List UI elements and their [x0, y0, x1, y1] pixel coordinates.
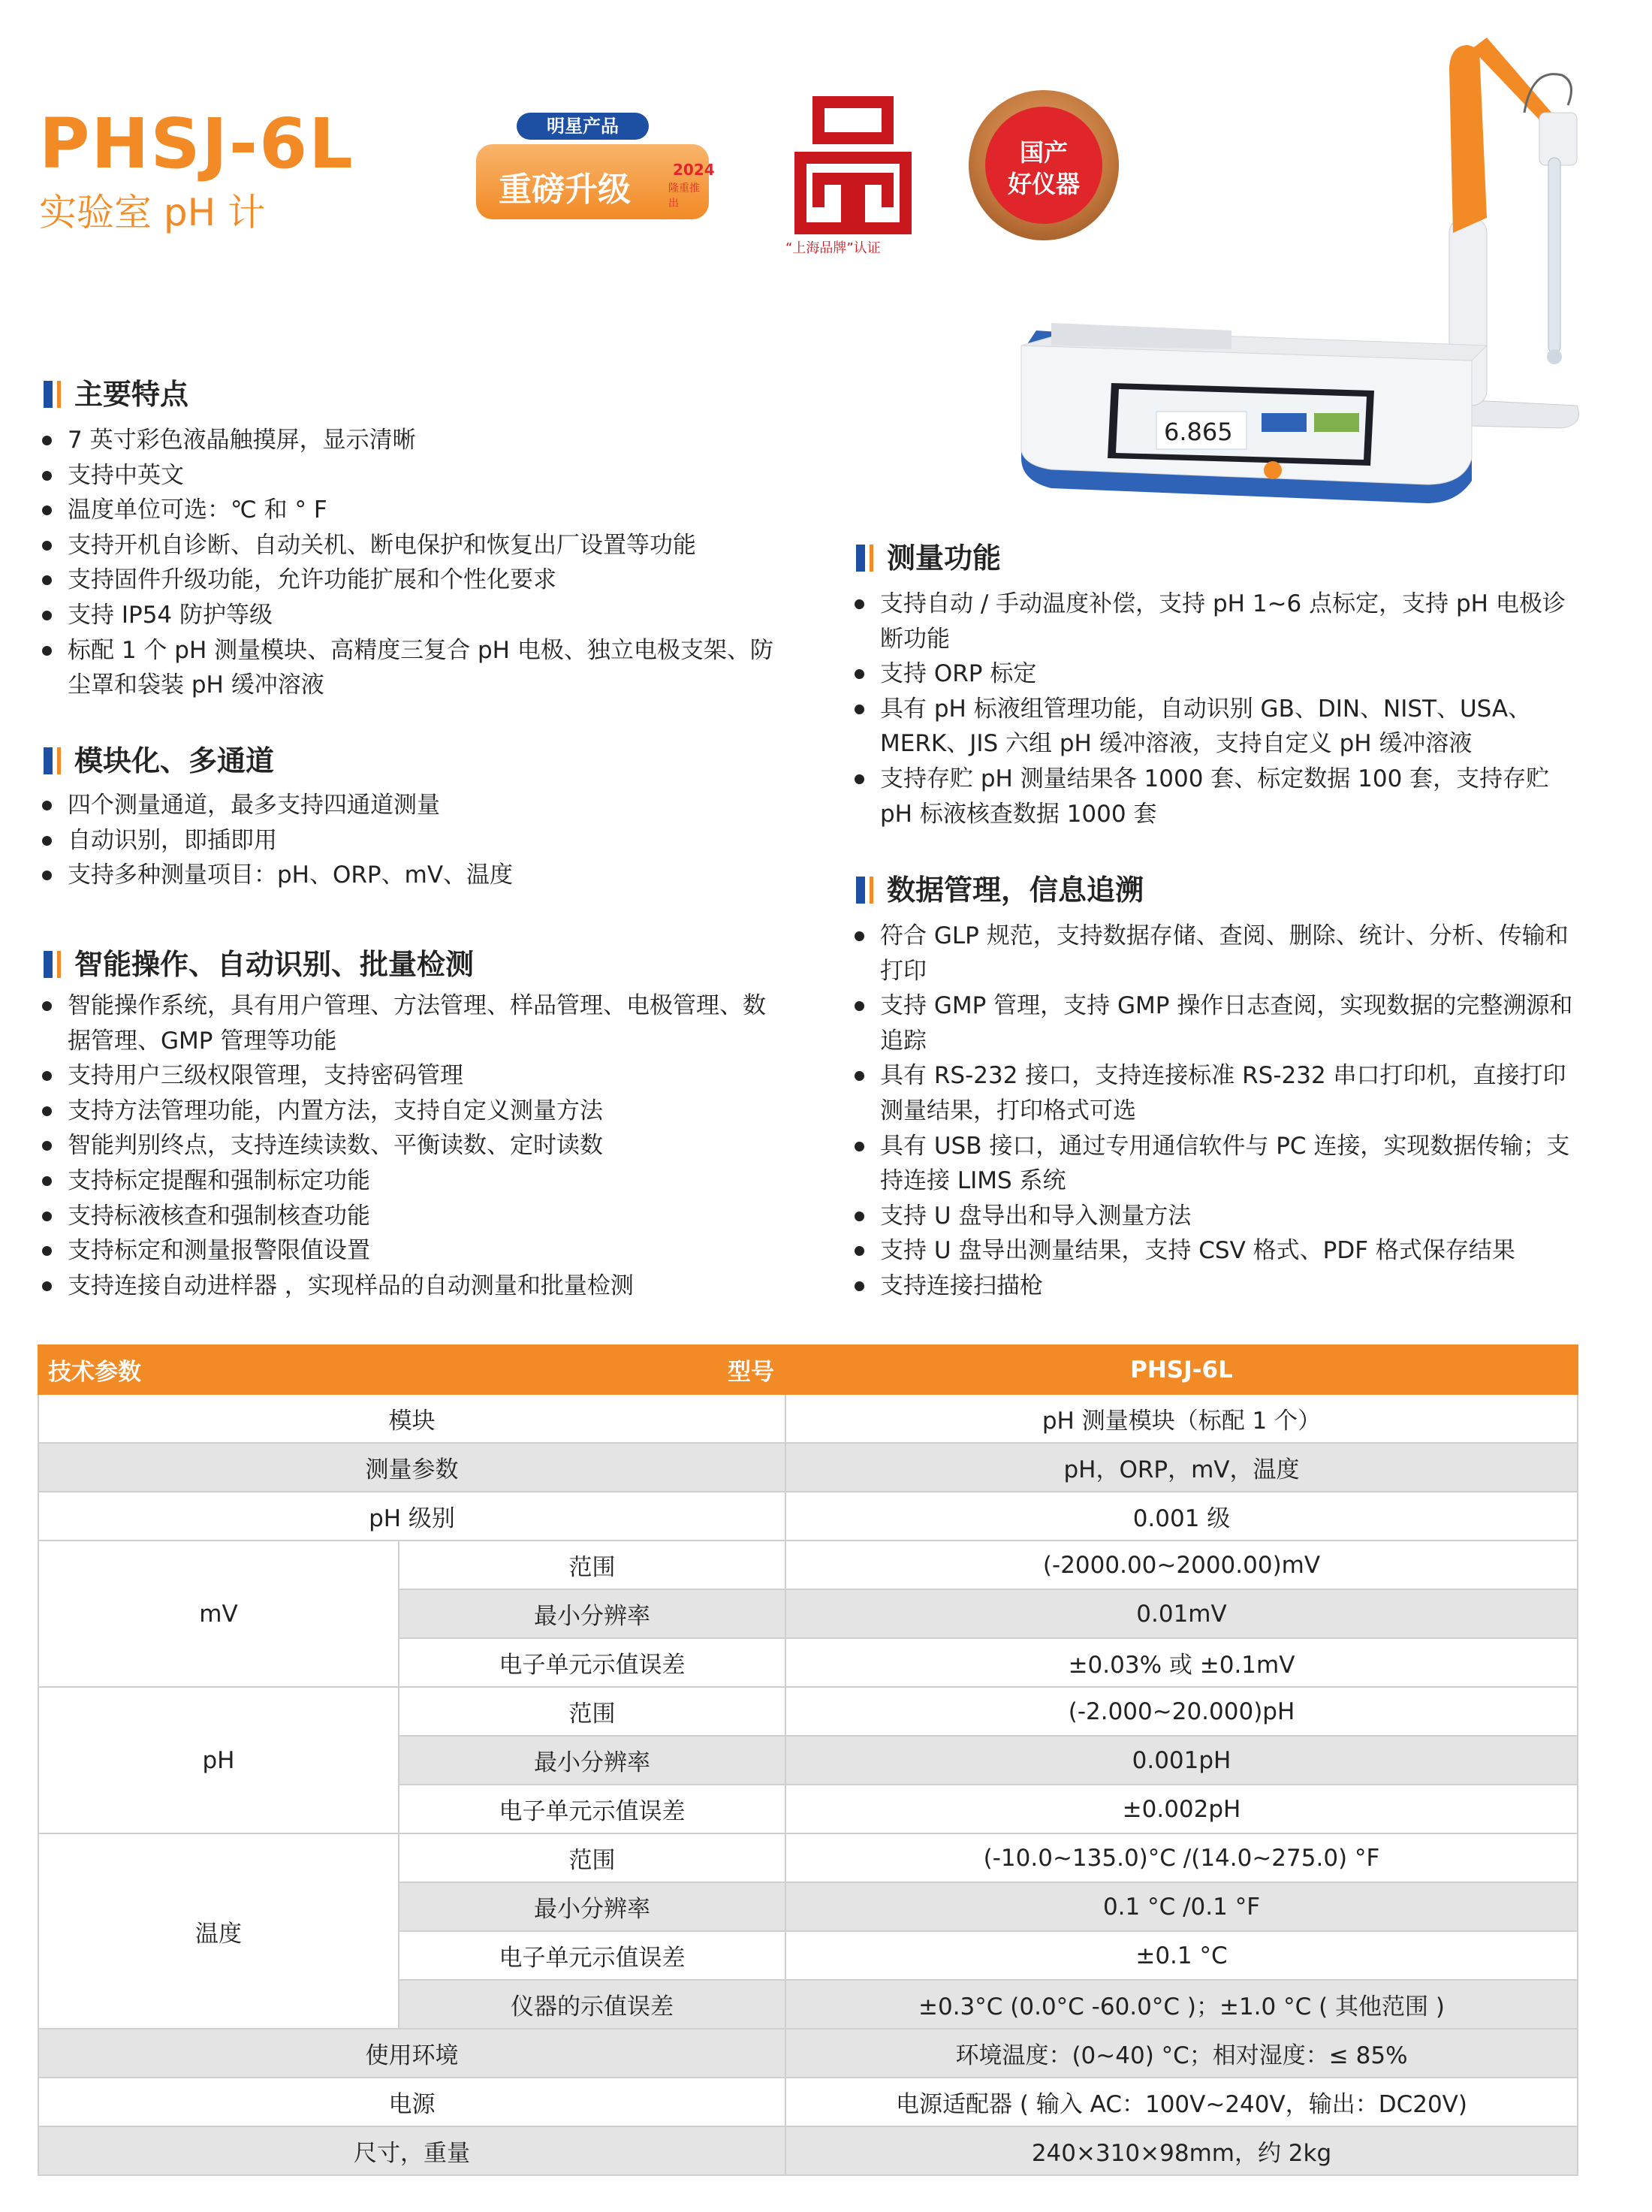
smart-operation-list [39, 988, 782, 1303]
badge-top-label: 明星产品 [517, 113, 649, 140]
product-title: PHSJ-6L [39, 104, 354, 184]
table-row: mV 范围 (-2000.00~2000.00)mV [38, 1541, 1578, 1589]
table-row: 电子单元示值误差 ±0.002pH [38, 1785, 1578, 1833]
seal-line2: 好仪器 [1007, 170, 1080, 198]
ph-meter-product-image [1006, 15, 1592, 526]
header-model-value: PHSJ-6L [785, 1345, 1578, 1394]
table-row: 使用环境 环境温度：(0~40) °C；相对湿度：≤ 85% [38, 2029, 1578, 2078]
tech-spec-table [38, 1344, 1578, 2176]
list-item: 7 英寸彩色液晶触摸屏，显示清晰 [39, 423, 782, 458]
list-item: 支持中英文 [39, 458, 782, 493]
section-heading-data: 数据管理，信息追溯 [856, 876, 1144, 904]
table-row: 最小分辨率 0.01mV [38, 1589, 1578, 1638]
brand-certification-caption: “上海品牌”认证 [785, 240, 881, 256]
seal-line1: 国产 [1019, 138, 1068, 167]
list-item: 具有 USB 接口，通过专用通信软件与 PC 连接，实现数据传输；支持连接 LIMS 系统 [852, 1129, 1584, 1199]
modular-list [39, 788, 782, 893]
list-item: 支持标定提醒和强制标定功能 [39, 1163, 782, 1199]
product-subtitle: 实验室 pH 计 [39, 191, 266, 234]
list-item: 支持 ORP 标定 [852, 656, 1584, 692]
table-row: 尺寸，重量 240×310×98mm，约 2kg [38, 2126, 1578, 2175]
list-item: 支持固件升级功能，允许功能扩展和个性化要求 [39, 563, 782, 598]
device-screen-reading: 6.865 [1164, 418, 1233, 446]
star-product-badge [472, 90, 727, 218]
list-item: 支持用户三级权限管理，支持密码管理 [39, 1058, 782, 1094]
data-management-list [852, 919, 1584, 1304]
list-item: 智能判别终点，支持连续读数、平衡读数、定时读数 [39, 1128, 782, 1163]
table-row: 电子单元示值误差 ±0.03% 或 ±0.1mV [38, 1638, 1578, 1687]
table-row: pH 级别 0.001 级 [38, 1492, 1578, 1541]
section-heading-modular: 模块化、多通道 [44, 747, 274, 775]
list-item: 支持方法管理功能，内置方法，支持自定义测量方法 [39, 1094, 782, 1129]
section-heading-features: 主要特点 [44, 380, 188, 409]
list-item: 支持连接扫描枪 [852, 1269, 1584, 1304]
list-item: 具有 pH 标液组管理功能，自动识别 GB、DIN、NIST、USA、MERK、JIS 六组 pH 缓冲溶液，支持自定义 pH 缓冲溶液 [852, 692, 1584, 762]
header-model-label: 型号 [728, 1359, 774, 1386]
list-item: 支持自动 / 手动温度补偿，支持 pH 1~6 点标定，支持 pH 电极诊断功能 [852, 587, 1584, 656]
list-item: 四个测量通道，最多支持四通道测量 [39, 788, 782, 823]
section-heading-smart: 智能操作、自动识别、批量检测 [44, 950, 474, 979]
table-row: 最小分辨率 0.1 °C /0.1 °F [38, 1882, 1578, 1931]
list-item: 支持 IP54 防护等级 [39, 598, 782, 633]
list-item: 自动识别，即插即用 [39, 823, 782, 859]
section-heading-measure: 测量功能 [856, 544, 1001, 572]
list-item: 支持存贮 pH 测量结果各 1000 套、标定数据 100 套，支持存贮 pH 标液核查数据 1000 套 [852, 762, 1584, 831]
table-row: 仪器的示值误差 ±0.3°C (0.0°C -60.0°C )；±1.0 °C ( 其他范围 ) [38, 1980, 1578, 2029]
shanghai-brand-logo [788, 95, 918, 237]
table-row: 测量参数 pH，ORP，mV，温度 [38, 1443, 1578, 1492]
features-list [39, 423, 782, 703]
table-row: 电子单元示值误差 ±0.1 °C [38, 1931, 1578, 1980]
header-tech-params: 技术参数 [48, 1359, 141, 1386]
list-item: 支持标定和测量报警限值设置 [39, 1233, 782, 1269]
table-row: 温度 范围 (-10.0~135.0)°C /(14.0~275.0) °F [38, 1833, 1578, 1882]
list-item: 支持 U 盘导出测量结果，支持 CSV 格式、PDF 格式保存结果 [852, 1233, 1584, 1269]
table-row: 电源 电源适配器 ( 输入 AC：100V~240V，输出：DC20V) [38, 2078, 1578, 2126]
list-item: 温度单位可选：℃ 和 ° F [39, 493, 782, 528]
list-item: 支持标液核查和强制核查功能 [39, 1199, 782, 1234]
list-item: 智能操作系统，具有用户管理、方法管理、样品管理、电极管理、数据管理、GMP 管理等功能 [39, 988, 782, 1058]
badge-main-label: 重磅升级 [499, 171, 631, 209]
list-item: 支持 U 盘导出和导入测量方法 [852, 1199, 1584, 1234]
list-item: 支持多种测量项目：pH、ORP、mV、温度 [39, 858, 782, 893]
badge-year: 2024 [673, 161, 715, 179]
table-header-row [38, 1345, 1578, 1394]
list-item: 符合 GLP 规范，支持数据存储、查阅、删除、统计、分析、传输和打印 [852, 919, 1584, 988]
list-item: 支持连接自动进样器 ，实现样品的自动测量和批量检测 [39, 1269, 782, 1304]
table-row: 模块 pH 测量模块（标配 1 个） [38, 1394, 1578, 1443]
list-item: 支持开机自诊断、自动关机、断电保护和恢复出厂设置等功能 [39, 528, 782, 563]
list-item: 支持 GMP 管理，支持 GMP 操作日志查阅，实现数据的完整溯源和追踪 [852, 988, 1584, 1058]
list-item: 具有 RS-232 接口，支持连接标准 RS-232 串口打印机，直接打印测量结果，打印格式可选 [852, 1058, 1584, 1128]
badge-year-sub: 隆重推出 [668, 183, 700, 210]
table-row: 最小分辨率 0.001pH [38, 1736, 1578, 1785]
table-row: pH 范围 (-2.000~20.000)pH [38, 1687, 1578, 1736]
measure-function-list [852, 587, 1584, 831]
badge-main [476, 144, 715, 219]
list-item: 标配 1 个 pH 测量模块、高精度三复合 pH 电极、独立电极支架、防尘罩和袋装 pH 缓冲溶液 [39, 633, 782, 703]
